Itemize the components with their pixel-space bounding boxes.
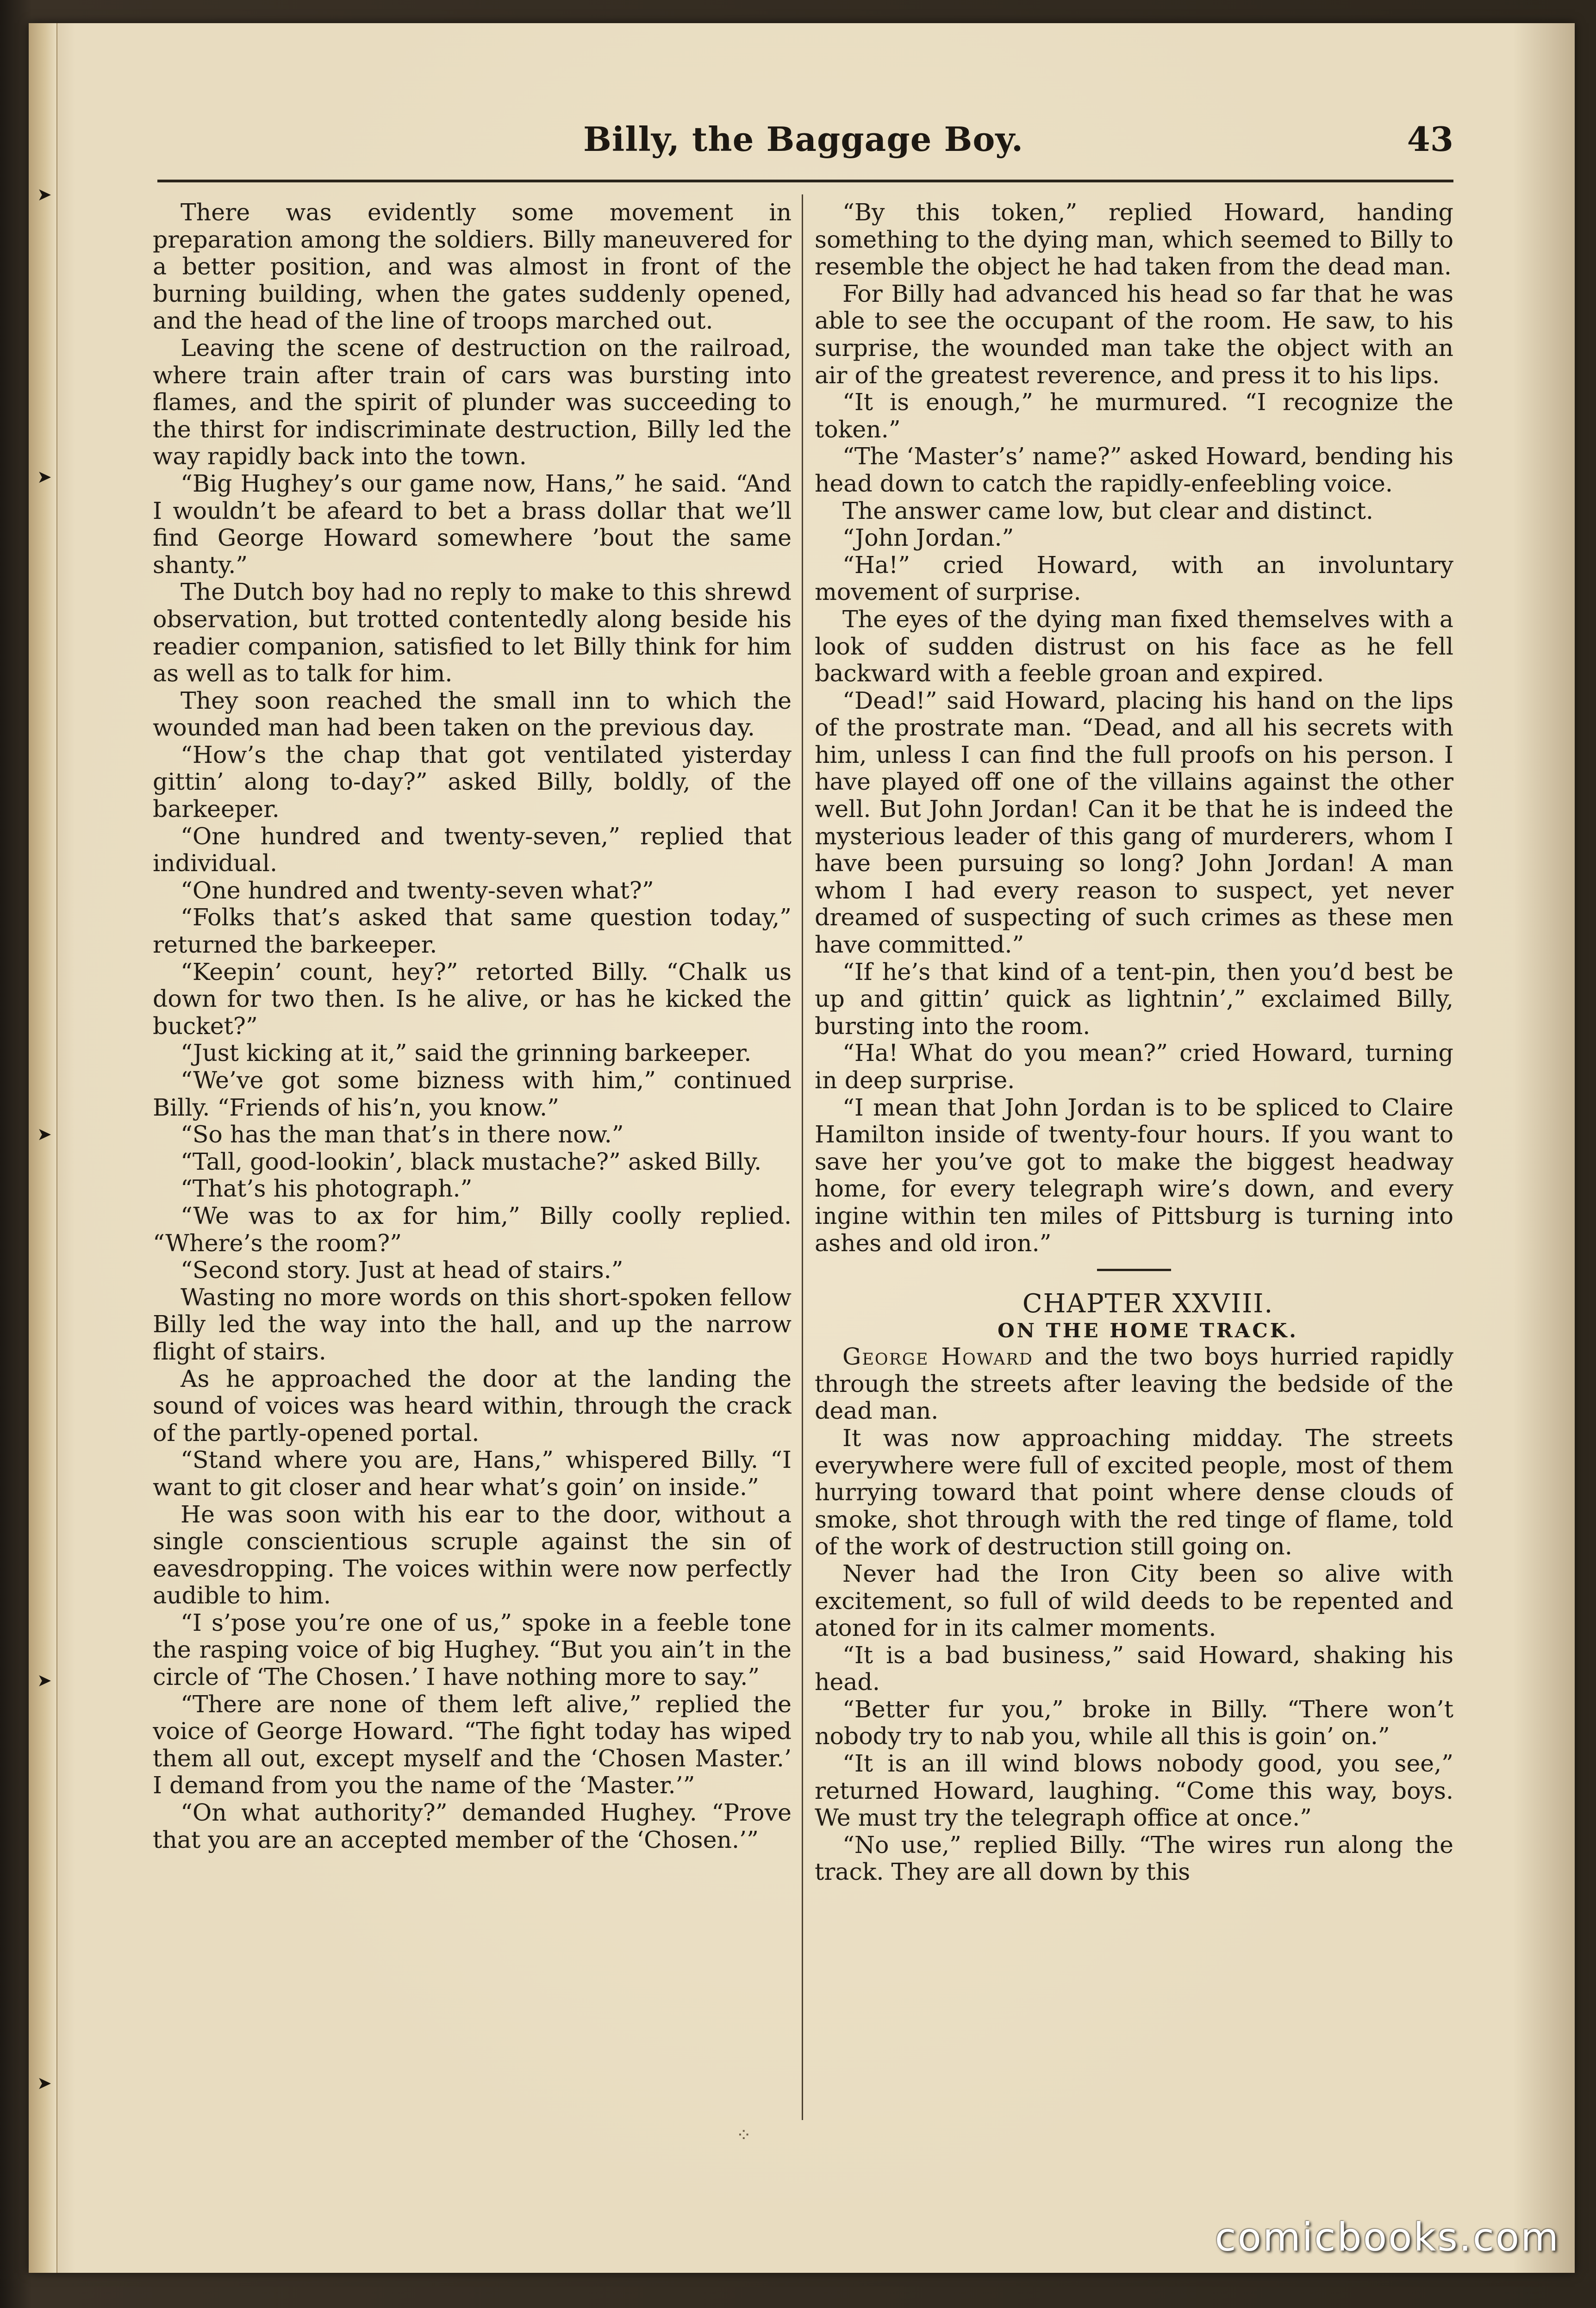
left-column [153,199,792,2120]
paragraph: The eyes of the dying man fixed themselves with a look of sudden distrust on his face as he fell backward with a feeble groan and expired. [815,605,1453,687]
paragraph: “If he’s that kind of a tent-pin, then you’d best be up and gittin’ quick as lightnin’,” exclaimed Billy, bursting into the room. [815,958,1453,1040]
paragraph: “So has the man that’s in there now.” [181,1121,624,1148]
paragraph: “Dead!” said Howard, placing his hand on the lips of the prostrate man. “Dead, and all his secrets with him, unless I can find the full proofs on his person. I have played off one of the villains against the other well. But John Jordan! Can it be that he is indeed the mysterious leader of this gang of murderers, whom I have been pursuing so long? John Jordan! A man whom I had every reason to suspect, yet never dreamed of suspecting of such crimes as these men have committed.” [815,686,1453,959]
paragraph: “We’ve got some bizness with him,” continued Billy. “Friends of his’n, you know.” [153,1067,792,1121]
paragraph: Never had the Iron City been so alive with excitement, so full of wild deeds to be repented and atoned for in its calmer moments. [815,1559,1453,1642]
binding-thread-mark: ➤ [37,1124,52,1144]
chapter-heading: CHAPTER XXVIII. [1022,1289,1274,1319]
paragraph: “Ha!” cried Howard, with an involuntary movement of surprise. [815,551,1453,606]
column-divider [802,194,803,2120]
paragraph: “I mean that John Jordan is to be spliced to Claire Hamilton inside of twenty-four hours. If you want to save her you’ve got to make the biggest headway home, for every telegraph wire’s down, and every ingine within ten miles of Pittsburg is turning into ashes and old iron.” [815,1093,1453,1257]
running-head [157,116,1453,171]
paragraph: “On what authority?” demanded Hughey. “Prove that you are an accepted member of the ‘Chosen.’” [153,1799,792,1853]
right-column-text-before-chapter [815,199,1453,1257]
paragraph: “John Jordan.” [842,524,1014,552]
paragraph: “Ha! What do you mean?” cried Howard, turning in deep surprise. [815,1039,1453,1094]
paragraph: “I s’pose you’re one of us,” spoke in a feeble tone the rasping voice of big Hughey. “But you ain’t in the circle of ‘The Chosen.’ I have nothing more to say.” [153,1609,792,1691]
right-column [815,199,1453,2120]
paragraph: Leaving the scene of destruction on the railroad, where train after train of cars was bursting into flames, and the spirit of plunder was succeeding to the thirst for indiscriminate destruction, Billy led the way rapidly back into the town. [153,334,792,470]
paragraph: “Big Hughey’s our game now, Hans,” he said. “And I wouldn’t be afeard to bet a brass dollar that we’ll find George Howard somewhere ’bout the same shanty.” [153,469,792,579]
paragraph: “One hundred and twenty-seven what?” [181,876,654,904]
binding-thread-mark: ➤ [37,2073,52,2093]
paragraph: “One hundred and twenty-seven,” replied that individual. [153,822,792,877]
paragraph: The answer came low, but clear and distinct. [842,497,1373,524]
paragraph: “Stand where you are, Hans,” whispered Billy. “I want to git closer and hear what’s goin’ on inside.” [153,1446,792,1501]
paragraph: “It is a bad business,” said Howard, shaking his head. [815,1641,1453,1696]
paragraph: “Folks that’s asked that same question today,” returned the barkeeper. [153,904,792,959]
ink-speck: ⁘ [736,2125,752,2146]
paragraph: The Dutch boy had no reply to make to this shrewd observation, but trotted contentedly along beside his readier companion, satisfied to let Billy think for him as well as to talk for him. [153,578,792,687]
paragraph: “That’s his photograph.” [181,1175,473,1203]
paragraph: “It is enough,” he murmured. “I recognize the token.” [815,388,1453,443]
paragraph: “We was to ax for him,” Billy coolly replied. “Where’s the room?” [153,1202,792,1257]
paragraph: “Just kicking at it,” said the grinning barkeeper. [181,1039,752,1067]
paragraph: “Keepin’ count, hey?” retorted Billy. “Chalk us down for two then. Is he alive, or has he kicked the bucket?” [153,958,792,1040]
header-rule [157,180,1453,182]
right-column-text-after-chapter [815,1425,1453,1886]
chapter-subheading: ON THE HOME TRACK. [998,1319,1298,1342]
paragraph [815,1343,1453,1425]
paragraph: “There are none of them left alive,” replied the voice of George Howard. “The fight today has wiped them all out, except myself and the ‘Chosen Master.’ I demand from you the name of the ‘Master.’” [153,1690,792,1799]
binding-thread-mark: ➤ [37,1670,52,1690]
paragraph: “How’s the chap that got ventilated yisterday gittin’ along to-day?” asked Billy, boldly, of the barkeeper. [153,741,792,823]
opening-text: and the two boys hurried rapidly through the streets after leaving the bedside of the dead man. [815,1343,1453,1425]
watermark: comicbooks.com [1215,2214,1560,2260]
paragraph: “The ‘Master’s’ name?” asked Howard, bending his head down to catch the rapidly-enfeebling voice. [815,443,1453,497]
opening-name: George Howard [842,1343,1033,1371]
paragraph: “Second story. Just at head of stairs.” [181,1256,623,1284]
page-number: 43 [1407,119,1453,159]
binding-thread-mark: ➤ [37,184,52,205]
page-gutter [29,23,57,2273]
paragraph: It was now approaching midday. The streets everywhere were full of excited people, most of them hurrying toward that point where dense clouds of smoke, shot through with the red tinge of flame, told of the work of destruction still going on. [815,1424,1453,1560]
paragraph: “Tall, good-lookin’, black mustache?” asked Billy. [181,1148,762,1175]
paragraph: As he approached the door at the landing the sound of voices was heard within, through the crack of the partly-opened portal. [153,1365,792,1447]
paragraph: For Billy had advanced his head so far that he was able to see the occupant of the room. He saw, to his surprise, the wounded man take the object with an air of the greatest reverence, and press it to his lips. [815,280,1453,389]
paragraph: “Better fur you,” broke in Billy. “There won’t nobody try to nab you, while all this is goin’ on.” [815,1695,1453,1750]
paragraph: “No use,” replied Billy. “The wires run along the track. They are all down by this [815,1831,1453,1886]
paragraph: “It is an ill wind blows nobody good, you see,” returned Howard, laughing. “Come this way, boys. We must try the telegraph office at once.” [815,1750,1453,1832]
binding-thread-mark: ➤ [37,467,52,487]
running-title: Billy, the Baggage Boy. [583,119,1024,159]
paragraph: They soon reached the small inn to which the wounded man had been taken on the previous day. [153,686,792,742]
section-rule [1097,1269,1171,1271]
paragraph: There was evidently some movement in preparation among the soldiers. Billy maneuvered for a better position, and was almost in front of the burning building, when the gates suddenly opened, and the head of the line of troops marched out. [153,199,792,335]
paragraph: Wasting no more words on this short-spoken fellow Billy led the way into the hall, and up the narrow flight of stairs. [153,1283,792,1365]
paragraph: “By this token,” replied Howard, handing something to the dying man, which seemed to Billy to resemble the object he had taken from the dead man. [815,199,1453,281]
paragraph: He was soon with his ear to the door, without a single conscientious scruple against the sin of eavesdropping. The voices within were now perfectly audible to him. [153,1500,792,1609]
